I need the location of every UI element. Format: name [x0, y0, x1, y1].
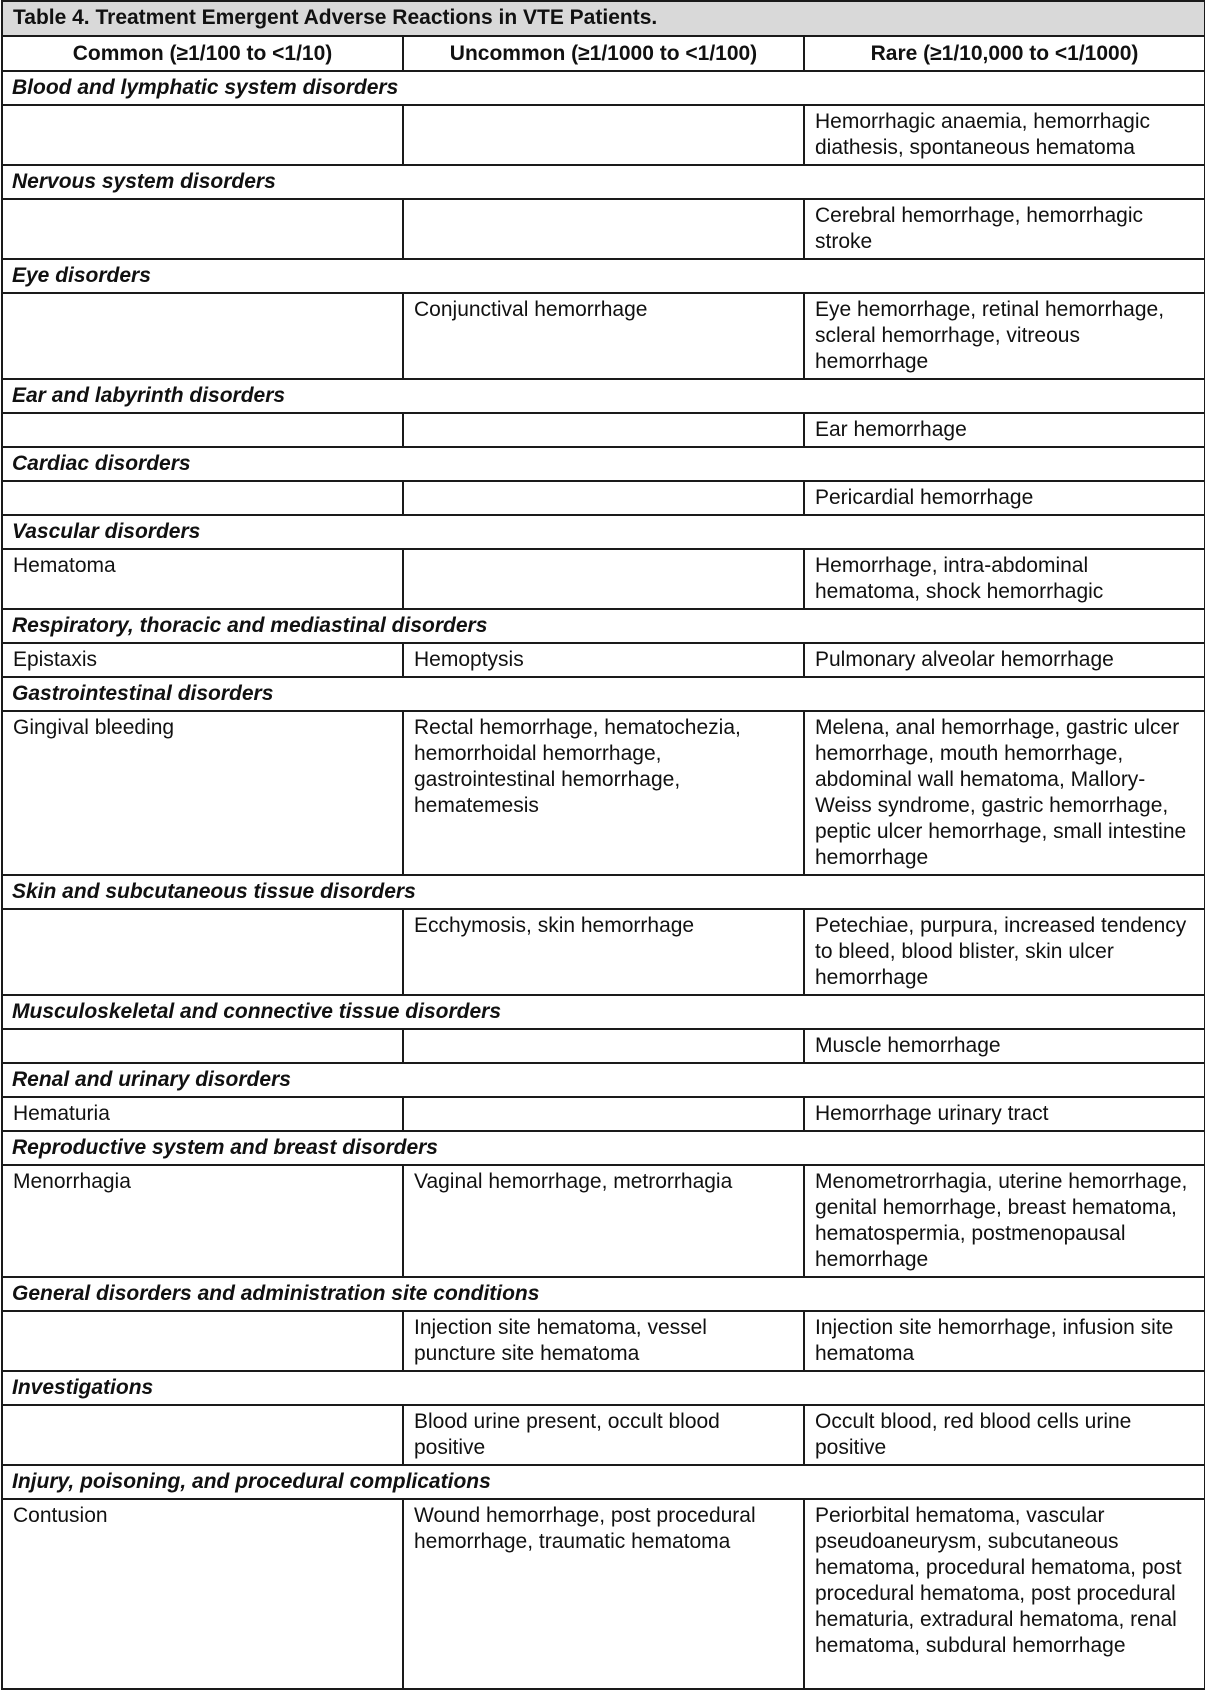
cell-common: [2, 105, 403, 165]
category-row: [2, 1277, 1205, 1311]
header-uncommon: Uncommon (≥1/1000 to <1/100): [403, 36, 804, 71]
cell-uncommon: Ecchymosis, skin hemorrhage: [403, 909, 804, 995]
header-common: Common (≥1/100 to <1/10): [2, 36, 403, 71]
cell-rare: Hemorrhage, intra-abdominal hematoma, shock hemorrhagic: [804, 549, 1205, 609]
category-row: [2, 1063, 1205, 1097]
cell-common: Contusion: [2, 1499, 403, 1689]
cell-uncommon: Injection site hematoma, vessel puncture site hematoma: [403, 1311, 804, 1371]
category-heading: Ear and labyrinth disorders: [2, 379, 1205, 413]
table-row: [2, 1029, 1205, 1063]
cell-rare: Melena, anal hemorrhage, gastric ulcer hemorrhage, mouth hemorrhage, abdominal wall hematoma, Mallory-Weiss syndrome, gastric hemorrhage, peptic ulcer hemorrhage, small intestine hemorrhage: [804, 711, 1205, 875]
table-header-row: [2, 36, 1205, 71]
category-row: [2, 1371, 1205, 1405]
category-row: [2, 609, 1205, 643]
category-row: [2, 379, 1205, 413]
cell-rare: Occult blood, red blood cells urine positive: [804, 1405, 1205, 1465]
table-row: [2, 1165, 1205, 1277]
cell-common: [2, 909, 403, 995]
category-heading: General disorders and administration site conditions: [2, 1277, 1205, 1311]
cell-rare: Eye hemorrhage, retinal hemorrhage, scleral hemorrhage, vitreous hemorrhage: [804, 293, 1205, 379]
cell-common: Hematoma: [2, 549, 403, 609]
cell-uncommon: Blood urine present, occult blood positive: [403, 1405, 804, 1465]
cell-rare: Cerebral hemorrhage, hemorrhagic stroke: [804, 199, 1205, 259]
category-heading: Investigations: [2, 1371, 1205, 1405]
cell-rare: Petechiae, purpura, increased tendency to bleed, blood blister, skin ulcer hemorrhage: [804, 909, 1205, 995]
cell-rare: Injection site hemorrhage, infusion site hematoma: [804, 1311, 1205, 1371]
category-row: [2, 71, 1205, 105]
category-row: [2, 995, 1205, 1029]
table-title: Table 4. Treatment Emergent Adverse Reactions in VTE Patients.: [2, 1, 1205, 36]
table-row: [2, 643, 1205, 677]
category-heading: Musculoskeletal and connective tissue disorders: [2, 995, 1205, 1029]
category-heading: Reproductive system and breast disorders: [2, 1131, 1205, 1165]
category-heading: Gastrointestinal disorders: [2, 677, 1205, 711]
category-heading: Vascular disorders: [2, 515, 1205, 549]
cell-common: Menorrhagia: [2, 1165, 403, 1277]
cell-common: Hematuria: [2, 1097, 403, 1131]
category-row: [2, 875, 1205, 909]
table-row: [2, 909, 1205, 995]
cell-common: [2, 293, 403, 379]
cell-uncommon: [403, 199, 804, 259]
cell-common: [2, 1029, 403, 1063]
cell-rare: Pulmonary alveolar hemorrhage: [804, 643, 1205, 677]
category-heading: Respiratory, thoracic and mediastinal disorders: [2, 609, 1205, 643]
cell-rare: Menometrorrhagia, uterine hemorrhage, genital hemorrhage, breast hematoma, hematospermia, postmenopausal hemorrhage: [804, 1165, 1205, 1277]
table-row: [2, 549, 1205, 609]
cell-common: [2, 481, 403, 515]
cell-common: [2, 413, 403, 447]
category-row: [2, 677, 1205, 711]
table-row: [2, 413, 1205, 447]
table-body: [2, 71, 1205, 1689]
table-row: [2, 1499, 1205, 1689]
cell-rare: Hemorrhage urinary tract: [804, 1097, 1205, 1131]
table-row: [2, 293, 1205, 379]
adverse-reactions-table: [1, 0, 1205, 1690]
category-heading: Nervous system disorders: [2, 165, 1205, 199]
category-row: [2, 259, 1205, 293]
cell-rare: Muscle hemorrhage: [804, 1029, 1205, 1063]
cell-uncommon: Hemoptysis: [403, 643, 804, 677]
cell-uncommon: Conjunctival hemorrhage: [403, 293, 804, 379]
cell-uncommon: [403, 105, 804, 165]
cell-common: Epistaxis: [2, 643, 403, 677]
table-row: [2, 1311, 1205, 1371]
category-heading: Blood and lymphatic system disorders: [2, 71, 1205, 105]
category-row: [2, 447, 1205, 481]
cell-uncommon: [403, 413, 804, 447]
cell-uncommon: Rectal hemorrhage, hematochezia, hemorrhoidal hemorrhage, gastrointestinal hemorrhage, hematemesis: [403, 711, 804, 875]
cell-rare: Ear hemorrhage: [804, 413, 1205, 447]
category-heading: Injury, poisoning, and procedural complications: [2, 1465, 1205, 1499]
cell-uncommon: [403, 1097, 804, 1131]
cell-uncommon: [403, 1029, 804, 1063]
table-row: [2, 1405, 1205, 1465]
cell-uncommon: Wound hemorrhage, post procedural hemorrhage, traumatic hematoma: [403, 1499, 804, 1689]
cell-uncommon: [403, 481, 804, 515]
cell-common: [2, 1405, 403, 1465]
header-rare: Rare (≥1/10,000 to <1/1000): [804, 36, 1205, 71]
category-row: [2, 1465, 1205, 1499]
cell-common: [2, 199, 403, 259]
cell-rare: Hemorrhagic anaemia, hemorrhagic diathesis, spontaneous hematoma: [804, 105, 1205, 165]
cell-common: [2, 1311, 403, 1371]
category-row: [2, 165, 1205, 199]
category-row: [2, 1131, 1205, 1165]
table-row: [2, 199, 1205, 259]
cell-uncommon: [403, 549, 804, 609]
cell-uncommon: Vaginal hemorrhage, metrorrhagia: [403, 1165, 804, 1277]
cell-rare: Periorbital hematoma, vascular pseudoaneurysm, subcutaneous hematoma, procedural hematoma, post procedural hematoma, post procedural hematuria, extradural hematoma, renal hematoma, subdural hemorrhage: [804, 1499, 1205, 1689]
category-heading: Skin and subcutaneous tissue disorders: [2, 875, 1205, 909]
table-row: [2, 711, 1205, 875]
table-row: [2, 105, 1205, 165]
category-heading: Eye disorders: [2, 259, 1205, 293]
cell-rare: Pericardial hemorrhage: [804, 481, 1205, 515]
category-heading: Cardiac disorders: [2, 447, 1205, 481]
table-title-row: [2, 1, 1205, 36]
cell-common: Gingival bleeding: [2, 711, 403, 875]
table-row: [2, 481, 1205, 515]
category-heading: Renal and urinary disorders: [2, 1063, 1205, 1097]
category-row: [2, 515, 1205, 549]
table-row: [2, 1097, 1205, 1131]
